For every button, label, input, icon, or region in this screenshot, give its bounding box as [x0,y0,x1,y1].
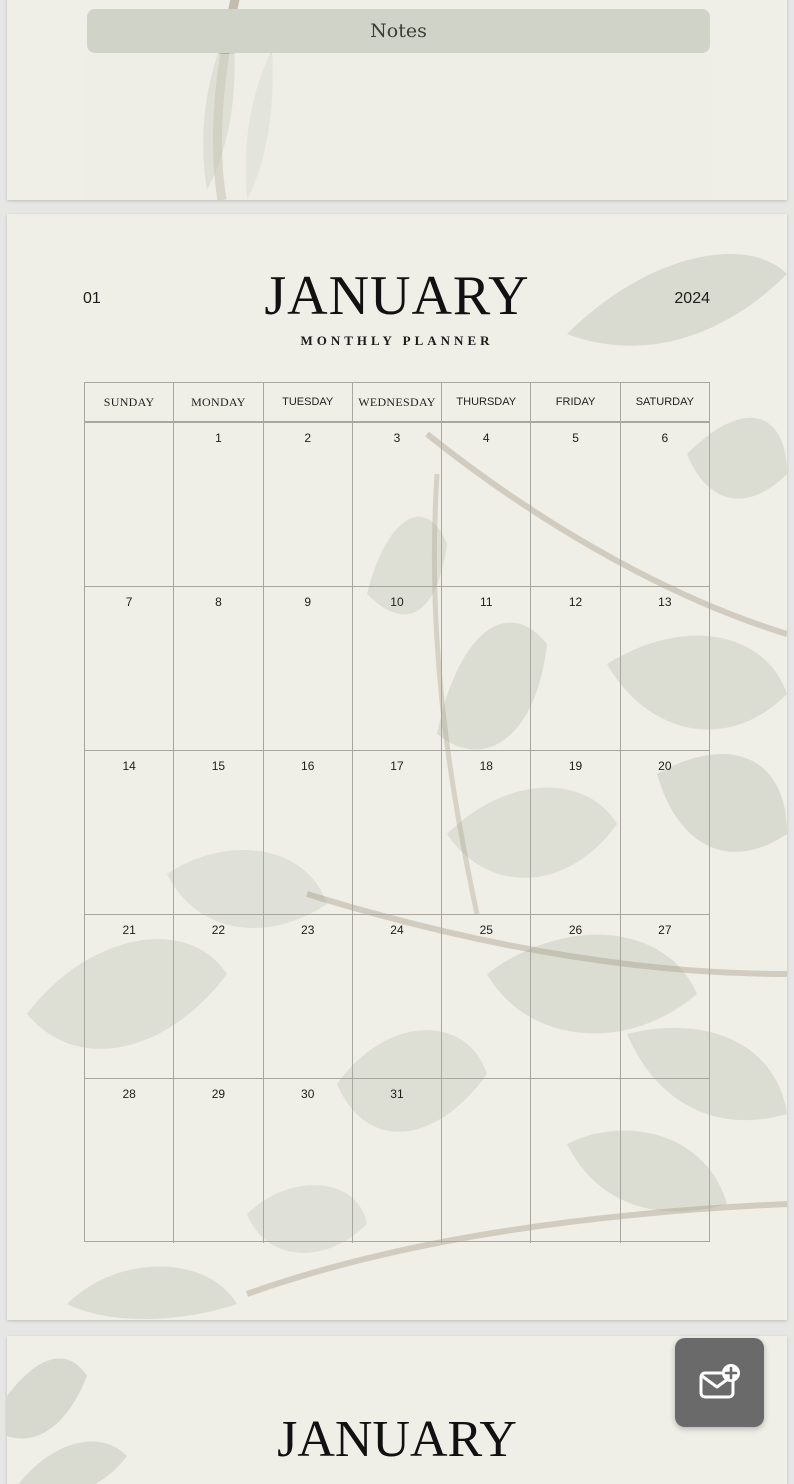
day-cell[interactable] [442,1079,531,1243]
day-number: 22 [211,923,226,937]
day-number: 5 [572,431,579,445]
day-cell[interactable] [85,751,174,914]
day-number: 30 [301,1087,315,1101]
day-cell[interactable] [264,587,353,750]
day-cell[interactable] [531,751,620,914]
day-cell[interactable] [621,587,709,750]
day-cell[interactable] [264,751,353,914]
day-number: 26 [568,923,583,937]
notes-writing-area[interactable] [85,54,712,200]
next-month-title: JANUARY [277,1411,517,1468]
day-number: 27 [658,923,672,937]
calendar-grid [84,382,710,1242]
day-cell[interactable] [353,1079,442,1243]
day-cell[interactable] [621,751,709,914]
day-cell[interactable] [353,751,442,914]
week-row [85,423,709,587]
day-cell[interactable] [264,1079,353,1243]
day-cell[interactable] [531,915,620,1078]
day-number: 6 [661,431,669,445]
day-number: 10 [390,595,404,609]
weekday-monday: MONDAY [174,383,263,421]
add-message-button[interactable] [675,1338,764,1427]
day-number: 28 [122,1087,136,1101]
day-cell[interactable] [174,587,263,750]
day-number: 11 [480,595,493,609]
notes-header [87,9,710,53]
month-title: JANUARY [264,265,530,327]
day-cell[interactable] [621,1079,709,1243]
monthly-planner-page [7,214,787,1320]
planner-subtitle: MONTHLY PLANNER [300,333,494,348]
day-cell[interactable] [353,587,442,750]
day-cell[interactable] [353,915,442,1078]
day-cell[interactable] [621,423,709,586]
mail-add-icon [698,1363,742,1403]
day-cell[interactable] [264,915,353,1078]
day-number: 19 [568,759,583,773]
day-number: 16 [301,759,315,773]
day-cell[interactable] [531,423,620,586]
next-planner-page [7,1336,787,1484]
weekday-friday: FRIDAY [531,383,620,421]
day-cell[interactable] [531,1079,620,1243]
week-row [85,915,709,1079]
weekday-saturday: SATURDAY [635,396,694,408]
day-number: 3 [393,431,401,445]
day-cell[interactable] [442,915,531,1078]
day-cell[interactable] [174,1079,263,1243]
day-number: 29 [211,1087,226,1101]
day-number: 24 [390,923,404,937]
weekday-thursday: THURSDAY [442,383,531,421]
day-number: 23 [301,923,315,937]
day-number: 2 [304,431,312,445]
day-number: 9 [304,595,312,609]
day-cell[interactable] [531,587,620,750]
day-cell[interactable] [174,751,263,914]
day-cell[interactable] [353,423,442,586]
notes-label: Notes [370,20,427,42]
day-number: 1 [215,431,222,445]
day-number: 7 [125,595,133,609]
day-cell[interactable] [442,587,531,750]
day-cell[interactable] [174,423,263,586]
day-cell[interactable] [174,915,263,1078]
day-cell[interactable] [85,587,174,750]
day-cell[interactable] [442,751,531,914]
week-row [85,1079,709,1243]
day-number: 12 [568,595,583,609]
week-row [85,587,709,751]
weekday-sunday: SUNDAY [85,383,174,421]
day-cell[interactable] [85,1079,174,1243]
day-number: 17 [390,759,404,773]
day-cell[interactable] [264,423,353,586]
weekday-header-row [85,383,709,423]
day-number: 14 [122,759,136,773]
day-cell[interactable] [442,423,531,586]
day-number: 4 [482,431,490,445]
notes-page [7,0,787,200]
day-number: 18 [479,759,493,773]
week-row [85,751,709,915]
day-number: 13 [658,595,672,609]
year-label: 2024 [674,290,710,307]
day-number: 8 [215,595,222,609]
day-number: 20 [658,759,672,773]
weekday-wednesday: WEDNESDAY [353,383,442,421]
day-cell[interactable] [85,423,174,586]
day-cell[interactable] [85,915,174,1078]
day-number: 31 [390,1087,404,1101]
day-number: 25 [479,923,493,937]
day-number: 21 [122,923,136,937]
day-cell[interactable] [621,915,709,1078]
day-number: 15 [211,759,226,773]
month-number: 01 [83,290,101,307]
weekday-tuesday: TUESDAY [264,383,353,421]
